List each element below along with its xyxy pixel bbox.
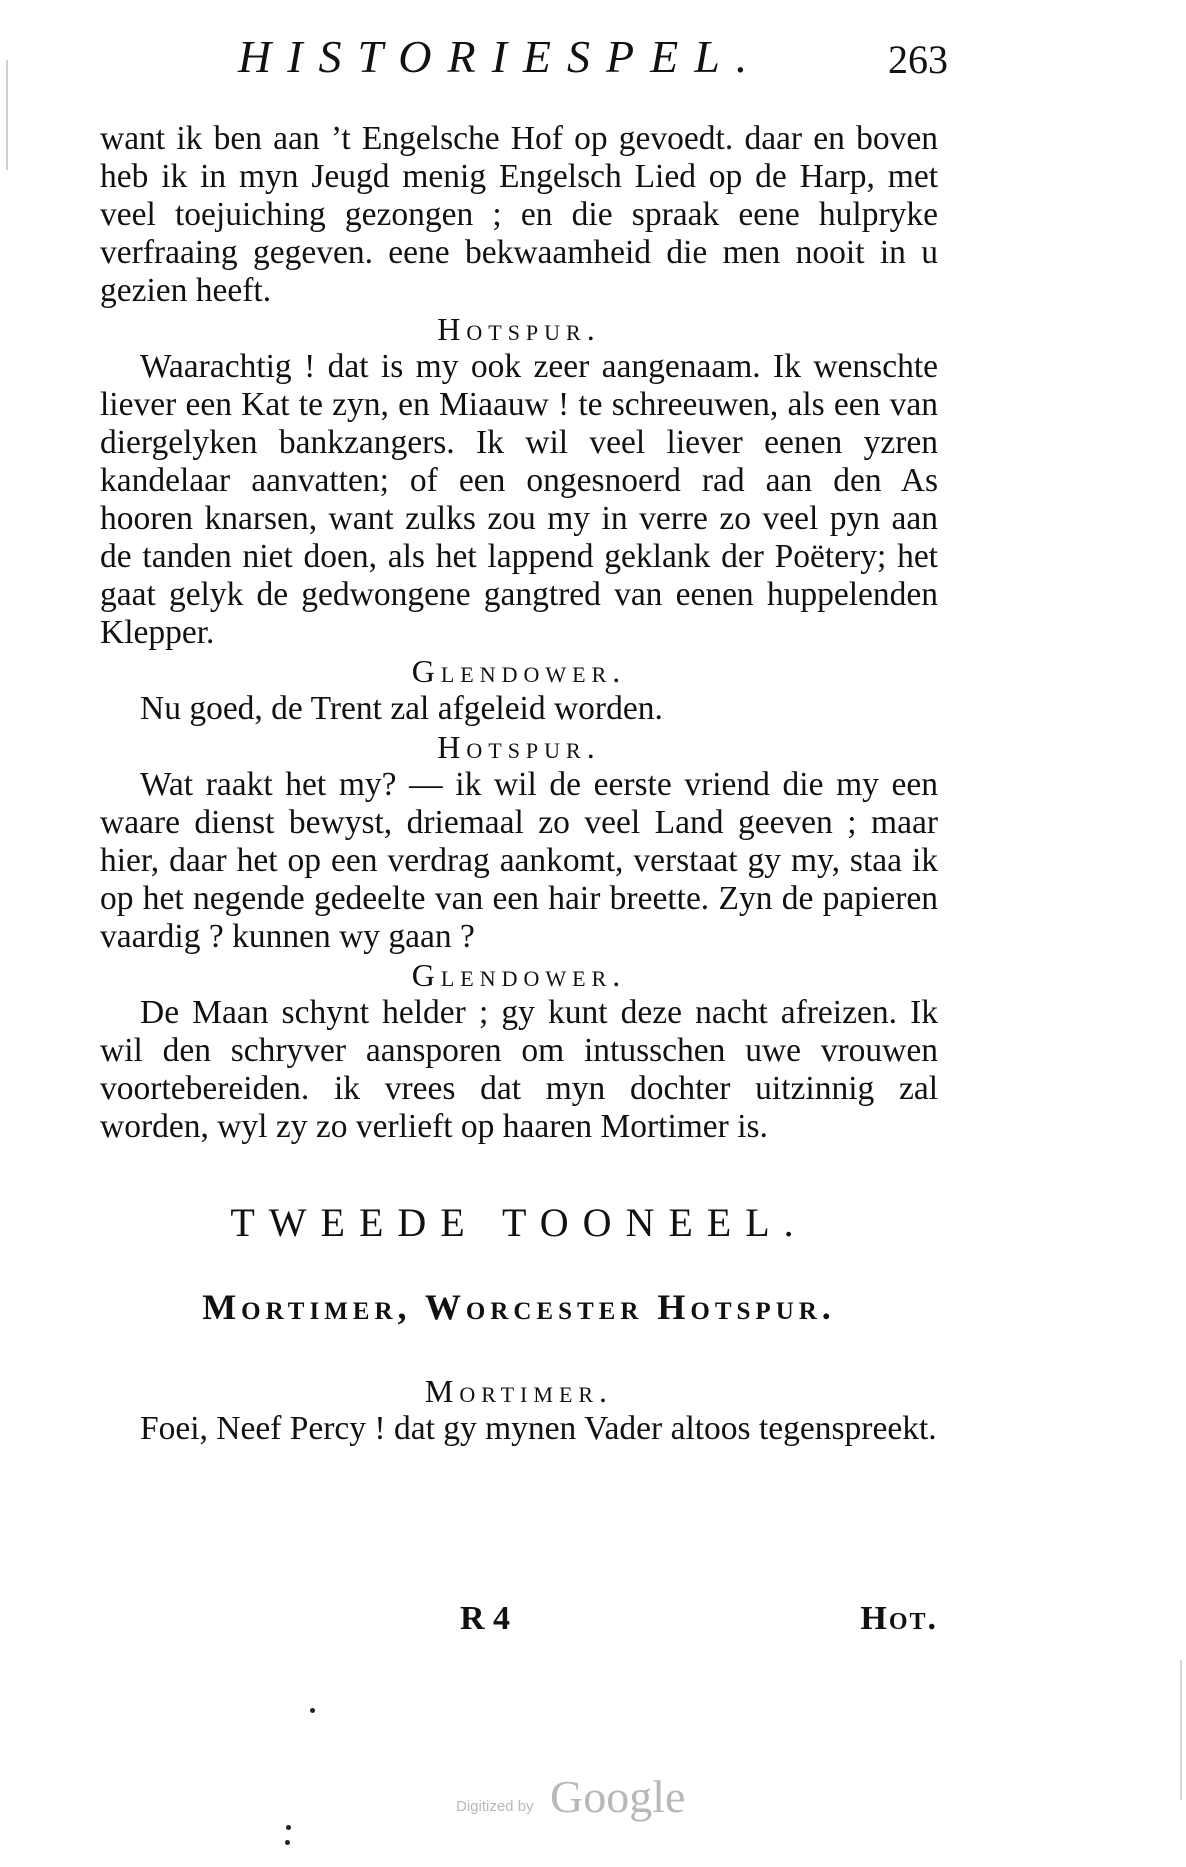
paragraph-hotspur-1: Waarachtig ! dat is my ook zeer aangenaam. Ik wenschte liever een Kat te zyn, en Miaauw ! te schreeuwen, als een van diergelyken bankzangers. Ik wil veel liever eenen yzren kandelaar aanvatten; of een ongesnoerd rad aan den As hooren knarsen, want zulks zou my in verre zo veel pyn aan de tanden niet doen, als het lappend geklank der Poëtery; het gaat gelyk de gedwongene gangtred van eenen huppelenden Klepper. [100, 348, 938, 651]
ink-speck [286, 1825, 291, 1830]
speaker-heading-glendower: Glendower. [411, 653, 627, 689]
body-text [100, 120, 938, 1448]
page-edge-left [6, 60, 8, 170]
speaker-heading-hotspur-2: Hotspur. [437, 729, 601, 765]
page-footer [100, 1600, 938, 1650]
paragraph-mortimer-1: Foei, Neef Percy ! dat gy mynen Vader altoos tegenspreekt. [140, 1410, 937, 1447]
catchword: Hot. [860, 1600, 938, 1637]
paragraph-glendower-2: De Maan schynt helder ; gy kunt deze nacht afreizen. Ik wil den schryver aansporen om intusschen uwe vrouwen voortebereiden. ik vrees dat myn dochter uitzinnig zal worden, wyl zy zo verlieft op haaren Mortimer is. [100, 994, 938, 1145]
page-number: 263 [888, 37, 948, 82]
speaker-heading-hotspur: Hotspur. [437, 311, 601, 347]
ink-speck [310, 1708, 315, 1713]
watermark-brand: Google [550, 1771, 686, 1822]
scene-cast: Mortimer, Worcester Hotspur. [202, 1287, 836, 1327]
speaker-heading-glendower-2: Glendower. [411, 957, 627, 993]
speaker-heading-mortimer: Mortimer. [424, 1373, 614, 1409]
paragraph-glendower-continued: want ik ben aan ’t Engelsche Hof op gevoedt. daar en boven heb ik in myn Jeugd menig Engelsch Lied op de Harp, met veel toejuiching gezongen ; en die spraak eene hulpryke verfraaing gegeven. eene bekwaamheid die men nooit in u gezien heeft. [100, 120, 938, 309]
watermark-prefix: Digitized by [456, 1798, 534, 1815]
signature-mark: R 4 [460, 1600, 511, 1637]
scene-title: TWEEDE TOONEEL. [230, 1200, 808, 1245]
page-header [108, 30, 948, 90]
running-title: HISTORIESPEL. [238, 31, 764, 82]
digitized-watermark [456, 1770, 696, 1830]
ink-speck [285, 1840, 290, 1845]
page-edge-right [1180, 1660, 1182, 1800]
paragraph-glendower-1: Nu goed, de Trent zal afgeleid worden. [140, 690, 663, 727]
paragraph-hotspur-2: Wat raakt het my? — ik wil de eerste vriend die my een waare dienst bewyst, driemaal zo veel Land geeven ; maar hier, daar het op een verdrag aankomt, verstaat gy my, staa ik op het negende gedeelte van een hair breette. Zyn de papieren vaardig ? kunnen wy gaan ? [100, 766, 938, 955]
